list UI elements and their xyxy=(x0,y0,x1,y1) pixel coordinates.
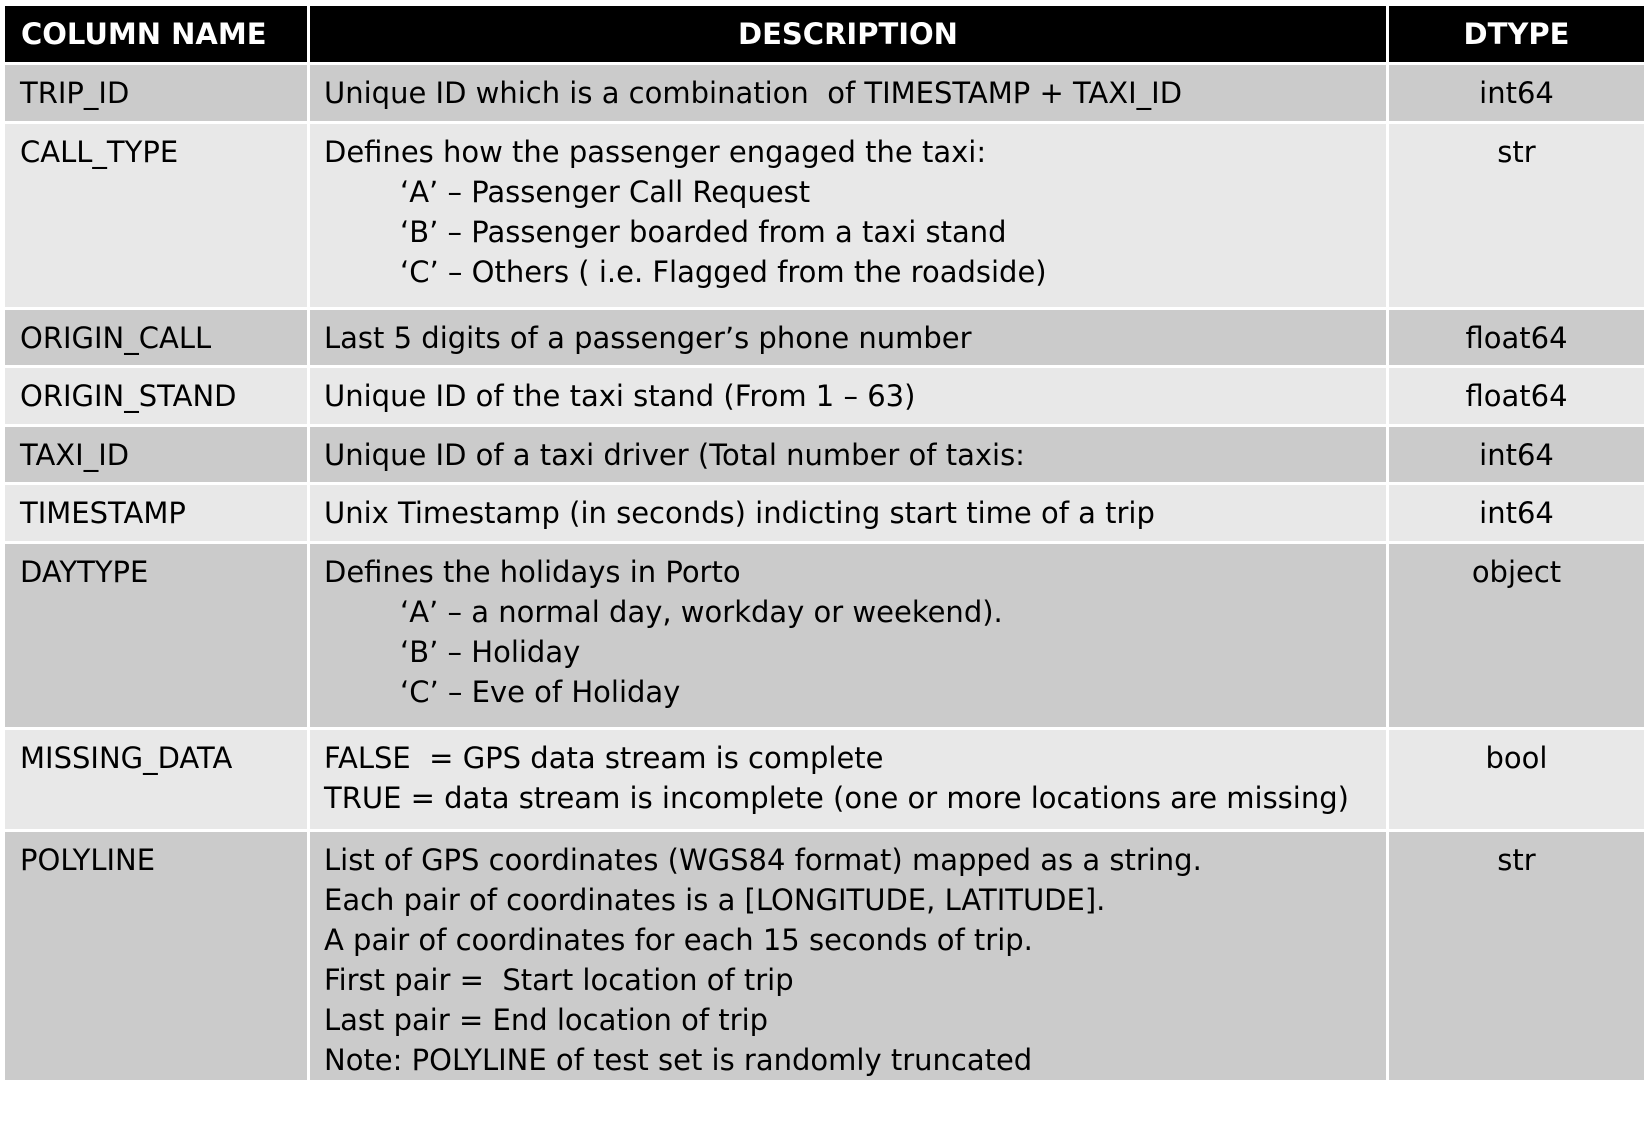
table-row xyxy=(4,543,1646,729)
column-name-cell: ORIGIN_CALL xyxy=(4,309,309,367)
dtype-cell: bool xyxy=(1388,729,1646,831)
description-line: Each pair of coordinates is a [LONGITUDE, LATITUDE]. xyxy=(324,883,1106,917)
table-row xyxy=(4,123,1646,309)
description-line: Defines the holidays in Porto xyxy=(324,555,741,589)
table-row xyxy=(4,367,1646,426)
description-line: Last 5 digits of a passenger’s phone number xyxy=(324,321,972,355)
description-line: ‘C’ – Eve of Holiday xyxy=(400,675,681,709)
description-cell xyxy=(309,543,1388,729)
description-cell xyxy=(309,367,1388,426)
dtype-cell: object xyxy=(1388,543,1646,729)
table-row xyxy=(4,309,1646,367)
description-line: ‘A’ – a normal day, workday or weekend). xyxy=(400,595,1003,629)
description-line: ‘C’ – Others ( i.e. Flagged from the roadside) xyxy=(400,255,1047,289)
table-row xyxy=(4,426,1646,484)
description-line: Last pair = End location of trip xyxy=(324,1003,769,1037)
column-name-cell: POLYLINE xyxy=(4,831,309,1082)
column-name-cell: MISSING_DATA xyxy=(4,729,309,831)
header-column-name: COLUMN NAME xyxy=(4,5,309,64)
description-line: Unique ID of a taxi driver (Total number of taxis: xyxy=(324,438,1025,472)
description-cell xyxy=(309,484,1388,543)
description-line: Unique ID which is a combination of TIMESTAMP + TAXI_ID xyxy=(324,76,1183,110)
dtype-cell: int64 xyxy=(1388,426,1646,484)
description-line: ‘A’ – Passenger Call Request xyxy=(400,175,811,209)
description-cell xyxy=(309,729,1388,831)
dtype-cell: str xyxy=(1388,123,1646,309)
description-cell xyxy=(309,123,1388,309)
table-row xyxy=(4,831,1646,1082)
header-dtype: DTYPE xyxy=(1388,5,1646,64)
column-name-cell: TRIP_ID xyxy=(4,64,309,123)
description-line: ‘B’ – Holiday xyxy=(400,635,581,669)
dtype-cell: float64 xyxy=(1388,309,1646,367)
description-cell xyxy=(309,831,1388,1082)
dtype-cell: str xyxy=(1388,831,1646,1082)
column-name-cell: TIMESTAMP xyxy=(4,484,309,543)
description-line: TRUE = data stream is incomplete (one or more locations are missing) xyxy=(324,781,1349,815)
description-line: Unique ID of the taxi stand (From 1 – 63) xyxy=(324,379,916,413)
table-row xyxy=(4,64,1646,123)
header-description: DESCRIPTION xyxy=(309,5,1388,64)
description-line: Note: POLYLINE of test set is randomly truncated xyxy=(324,1043,1033,1077)
description-line: ‘B’ – Passenger boarded from a taxi stand xyxy=(400,215,1007,249)
description-cell xyxy=(309,309,1388,367)
column-name-cell: DAYTYPE xyxy=(4,543,309,729)
description-line: List of GPS coordinates (WGS84 format) mapped as a string. xyxy=(324,843,1202,877)
schema-table xyxy=(2,3,1647,1083)
description-line: A pair of coordinates for each 15 seconds of trip. xyxy=(324,923,1033,957)
description-cell xyxy=(309,426,1388,484)
header-row xyxy=(4,5,1646,64)
description-line: FALSE = GPS data stream is complete xyxy=(324,741,884,775)
description-line: Unix Timestamp (in seconds) indicting start time of a trip xyxy=(324,496,1155,530)
dtype-cell: int64 xyxy=(1388,64,1646,123)
dtype-cell: int64 xyxy=(1388,484,1646,543)
description-line: First pair = Start location of trip xyxy=(324,963,794,997)
description-line: Defines how the passenger engaged the taxi: xyxy=(324,135,987,169)
column-name-cell: CALL_TYPE xyxy=(4,123,309,309)
column-name-cell: TAXI_ID xyxy=(4,426,309,484)
table-row xyxy=(4,729,1646,831)
column-name-cell: ORIGIN_STAND xyxy=(4,367,309,426)
description-cell xyxy=(309,64,1388,123)
table-row xyxy=(4,484,1646,543)
dtype-cell: float64 xyxy=(1388,367,1646,426)
